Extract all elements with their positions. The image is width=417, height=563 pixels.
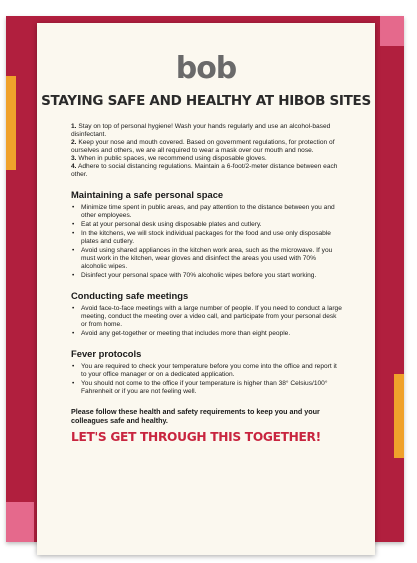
bullet-list: [71, 363, 343, 396]
list-item: • In the kitchens, we will stock individual packages for the food and use only disposable plates and cutlery.: [81, 230, 343, 246]
bob-logo: bob: [175, 51, 237, 86]
intro-list: [71, 123, 343, 179]
intro-item: 2. Keep your nose and mouth covered. Based on government regulations, for protection of ourselves and others, we are all required to wear a mask over our mouth and nose.: [71, 139, 335, 154]
bullet-list: [71, 204, 343, 280]
list-item: • Avoid using shared appliances in the kitchen work area, such as the microwave. If you must work in the kitchen, wear gloves and disinfect the areas you used with 70% alcoholic wipes.: [81, 247, 343, 271]
decorative-stripe: [6, 502, 34, 542]
section-heading: Maintaining a safe personal space: [71, 189, 224, 200]
intro-item: 4. Adhere to social distancing regulations. Maintain a 6-foot/2-meter distance between each other.: [71, 163, 338, 178]
list-item: • Disinfect your personal space with 70% alcoholic wipes before you start working.: [81, 272, 343, 280]
decorative-stripe: [6, 76, 16, 170]
intro-item: 3. When in public spaces, we recommend using disposable gloves.: [71, 155, 267, 162]
closing-note: Please follow these health and safety requirements to keep you and your colleagues safe and healthy.: [71, 407, 320, 425]
call-to-action: LET'S GET THROUGH THIS TOGETHER!: [71, 430, 321, 444]
list-item: • Avoid face-to-face meetings with a large number of people. If you need to conduct a large meeting, conduct the meeting over a video call, and participate from your personal desk or from home.: [81, 305, 343, 329]
section-heading: Conducting safe meetings: [71, 290, 189, 301]
intro-item: 1. Stay on top of personal hygiene! Wash your hands regularly and use an alcohol-based disinfectant.: [71, 123, 331, 138]
bullet-list: [71, 305, 343, 338]
list-item: • You are required to check your temperature before you come into the office and report it to your office manager or on a dedicated application.: [81, 363, 343, 379]
list-item: • Avoid any get-together or meeting that includes more than eight people.: [81, 330, 343, 338]
page-title: STAYING SAFE AND HEALTHY AT HIBOB SITES: [41, 93, 371, 109]
list-item: • Eat at your personal desk using disposable plates and cutlery.: [81, 221, 343, 229]
list-item: • You should not come to the office if your temperature is higher than 38° Celsius/100° Fahrenheit or if you are not feeling well.: [81, 380, 343, 396]
decorative-stripe: [380, 16, 404, 46]
decorative-stripe: [394, 374, 404, 458]
poster-document: [37, 23, 375, 555]
poster-content: [71, 123, 343, 444]
section-heading: Fever protocols: [71, 348, 142, 359]
list-item: • Minimize time spent in public areas, and pay attention to the distance between you and other employees.: [81, 204, 343, 220]
